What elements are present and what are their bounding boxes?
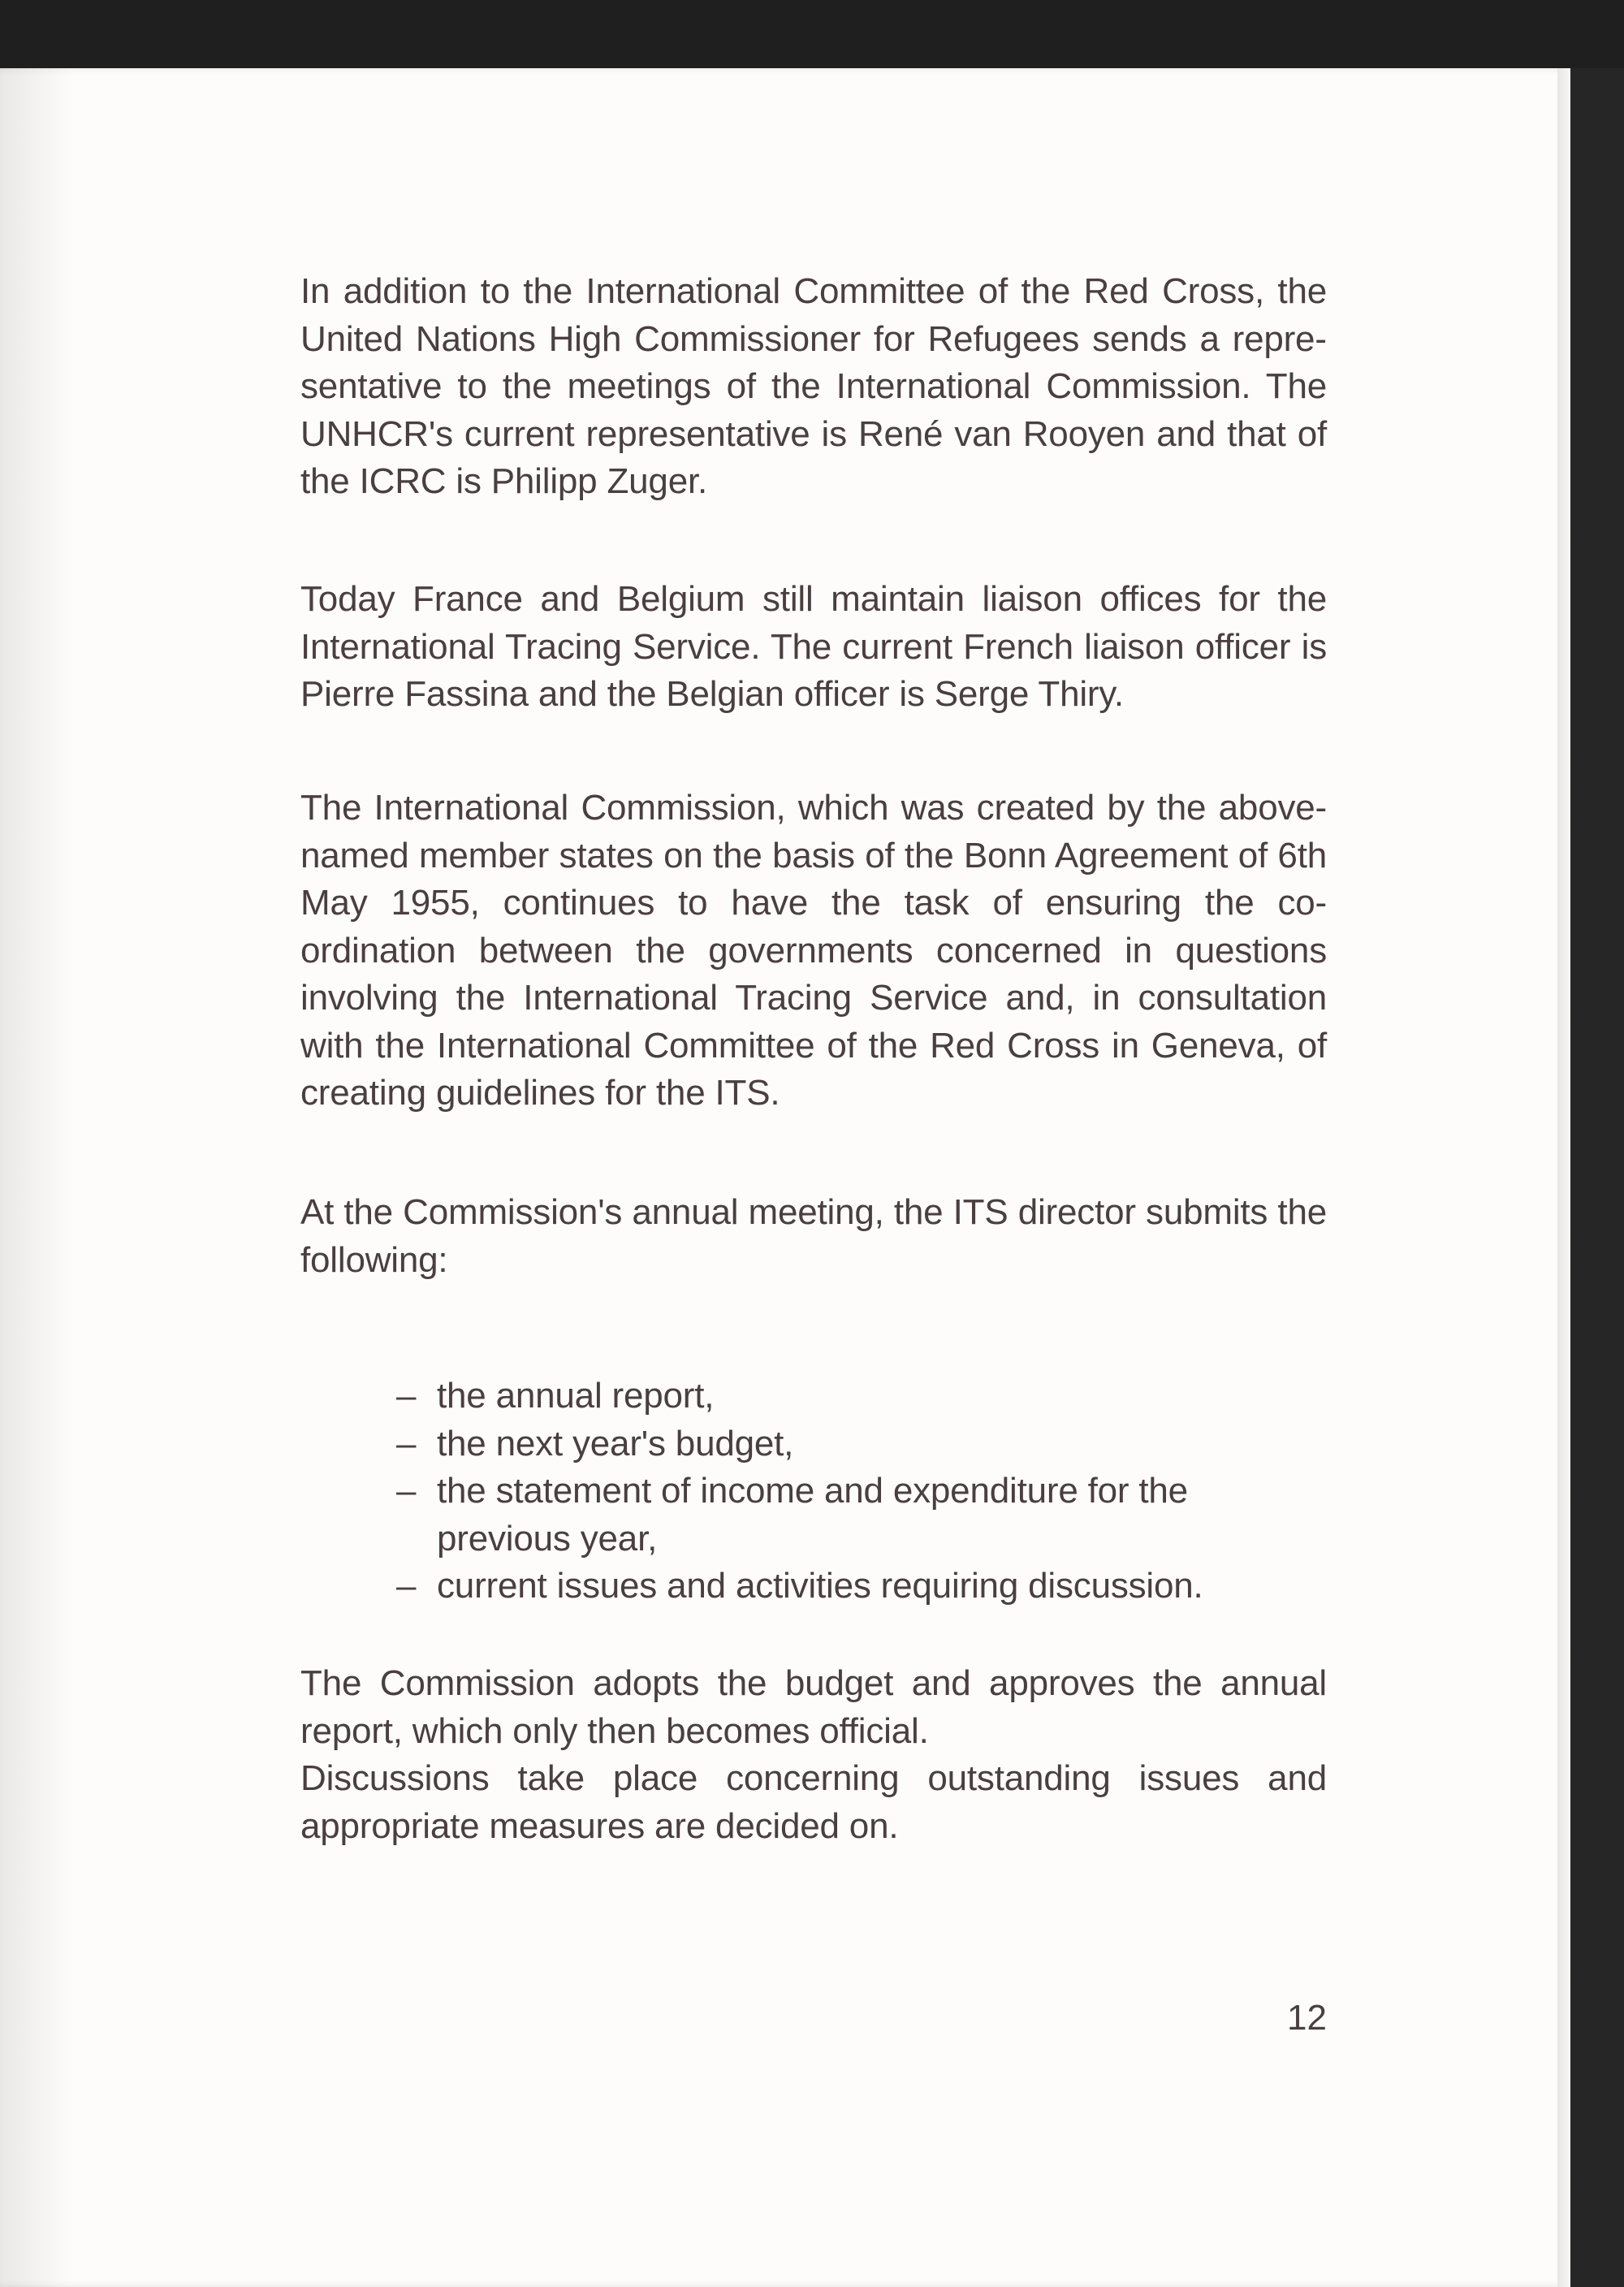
- document-page: [0, 68, 1570, 2287]
- page-number: 12: [1287, 1998, 1327, 2038]
- list-item-text: current issues and activities requiring discussion.: [437, 1566, 1203, 1606]
- closing-line-discussions: Discussions take place concerning outstanding issues and appropriate measures are decided on.: [300, 1758, 1327, 1846]
- scan-background: [0, 0, 1624, 68]
- list-dash: –: [396, 1471, 417, 1511]
- list-item-text: the statement of income and expenditure for the previous year,: [437, 1471, 1188, 1559]
- list-item: [396, 1373, 1327, 1420]
- paragraph-international-commission: The International Commission, which was created by the above-named member states on the basis of the Bonn Agreement of 6th May 1955, continues to have the task of ensuring the co-ordination between the governments concerned in questions involving the International Tracing Service and, in consultation with the International Committee of the Red Cross in Geneva, of creating guidelines for the ITS.: [300, 788, 1327, 1113]
- paragraph-liaison-offices: Today France and Belgium still maintain liaison offices for the International Tracing Service. The current French liaison officer is Pierre Fassina and the Belgian officer is Serge Thiry.: [300, 579, 1327, 714]
- closing-paragraph: [300, 1660, 1327, 1850]
- list-item: [396, 1468, 1327, 1563]
- list-item-text: the annual report,: [437, 1376, 715, 1416]
- list-dash: –: [396, 1376, 417, 1416]
- spine-shadow: [0, 68, 73, 2287]
- list-item-text: the next year's budget,: [437, 1423, 794, 1463]
- closing-line-adoption: The Commission adopts the budget and approves the annual report, which only then becomes official.: [300, 1663, 1327, 1751]
- page-edge: [1557, 68, 1570, 2287]
- list-item: [396, 1420, 1327, 1468]
- paragraph-representatives: In addition to the International Committee of the Red Cross, the United Nations High Commissioner for Refugees sends a representative to the meetings of the International Commission. The UNHCR's current representative is René van Rooyen and that of the ICRC is Philipp Zuger.: [300, 271, 1327, 501]
- list-dash: –: [396, 1423, 417, 1463]
- paragraph-annual-meeting: At the Commission's annual meeting, the ITS director submits the following:: [300, 1192, 1327, 1280]
- submission-list: [396, 1373, 1327, 1610]
- list-item: [396, 1563, 1327, 1610]
- list-dash: –: [396, 1566, 417, 1606]
